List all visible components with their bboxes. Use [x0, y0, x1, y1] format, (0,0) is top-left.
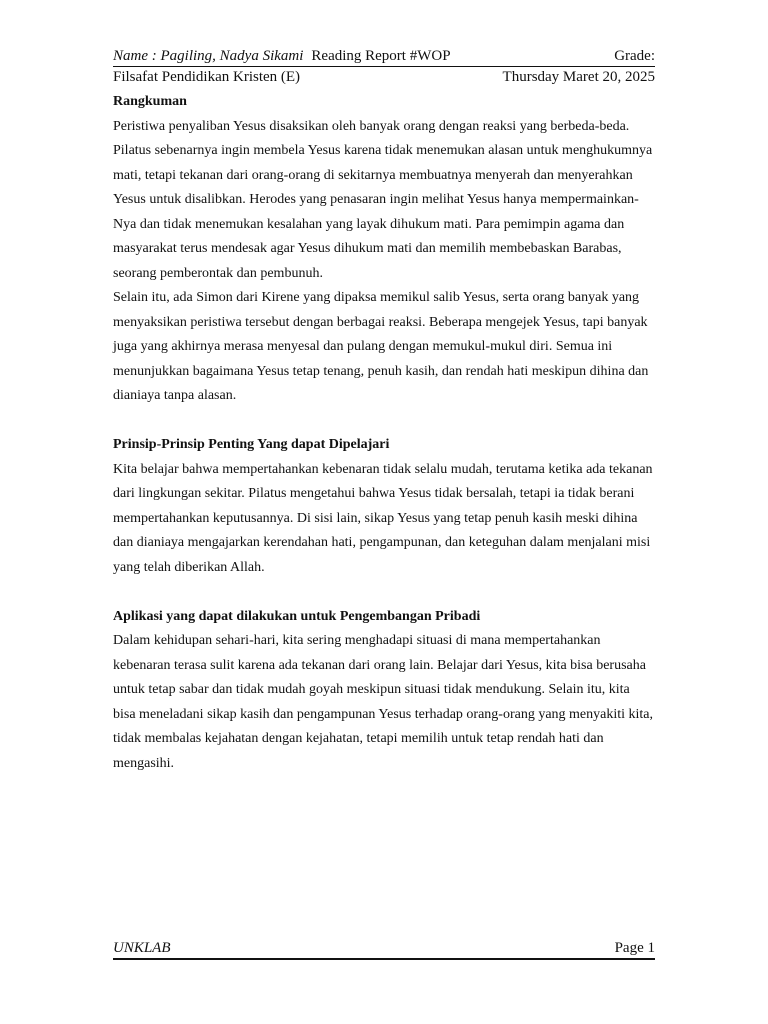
- student-name: Name : Pagiling, Nadya Sikami: [113, 48, 304, 64]
- section-heading-rangkuman: Rangkuman: [113, 94, 187, 109]
- course-name: Filsafat Pendidikan Kristen (E): [113, 69, 301, 85]
- paragraph: Kita belajar bahwa mempertahankan kebenaran tidak selalu mudah, terutama ketika ada tekanan dari lingkungan sekitar. Pilatus mengetahui bahwa Yesus tidak bersalah, tetapi ia tidak berani mempertahankan keputusannya. Di sisi lain, sikap Yesus yang tetap penuh kasih meski dihina dan dianiaya mengajarkan kerendahan hati, pengampunan, dan keteguhan dalam menjalani misi yang telah diberikan Allah.: [113, 461, 653, 575]
- institution-name: UNKLAB: [113, 940, 171, 956]
- paragraph: Selain itu, ada Simon dari Kirene yang dipaksa memikul salib Yesus, serta orang banyak yang menyaksikan peristiwa tersebut dengan berbagai reaksi. Beberapa mengejek Yesus, tapi banyak juga yang akhirnya merasa menyesal dan pulang dengan memukul-mukul diri. Semua ini menunjukkan bagaimana Yesus tetap tenang, penuh kasih, dan rendah hati meskipun dihina dan dianiaya tanpa alasan.: [113, 290, 649, 403]
- paragraph: Dalam kehidupan sehari-hari, kita sering menghadapi situasi di mana mempertahankan kebenaran terasa sulit karena ada tekanan dari orang lain. Belajar dari Yesus, kita bisa berusaha untuk tetap sabar dan tidak mudah goyah meskipun situasi tidak mendukung. Selain itu, kita bisa meneladani sikap kasih dan pengampunan Yesus terhadap orang-orang yang menyakiti kita, tidak membalas kejahatan dengan kejahatan, tetapi memilih untuk tetap rendah hati dan mengasihi.: [113, 633, 654, 771]
- section-heading-prinsip: Prinsip-Prinsip Penting Yang dapat Dipelajari: [113, 437, 390, 452]
- paragraph: Peristiwa penyaliban Yesus disaksikan oleh banyak orang dengan reaksi yang berbeda-beda. Pilatus sebenarnya ingin membela Yesus karena tidak menemukan alasan untuk menghukumnya mati, tetapi tekanan dari orang-orang di sekitarnya membuatnya menyerah dan menyerahkan Yesus untuk disalibkan. Herodes yang penasaran ingin melihat Yesus hanya mempermainkan-Nya dan tidak menemukan kesalahan yang layak dihukum mati. Para pemimpin agama dan masyarakat terus mendesak agar Yesus dihukum mati dan memilih membebaskan Barabas, seorang pemberontak dan pembunuh.: [113, 118, 653, 281]
- grade-label: Grade:: [614, 48, 655, 64]
- document-footer: [113, 938, 655, 960]
- document-body: [113, 90, 655, 776]
- report-title: Reading Report #WOP: [311, 48, 451, 64]
- section-spacer: [113, 580, 655, 605]
- document-page: [113, 0, 655, 1024]
- section-spacer: [113, 409, 655, 434]
- report-date: Thursday Maret 20, 2025: [502, 69, 655, 85]
- document-header: [113, 46, 655, 67]
- page-number: Page 1: [614, 940, 655, 956]
- document-subheader: [113, 67, 655, 87]
- section-heading-aplikasi: Aplikasi yang dapat dilakukan untuk Pengembangan Pribadi: [113, 608, 481, 624]
